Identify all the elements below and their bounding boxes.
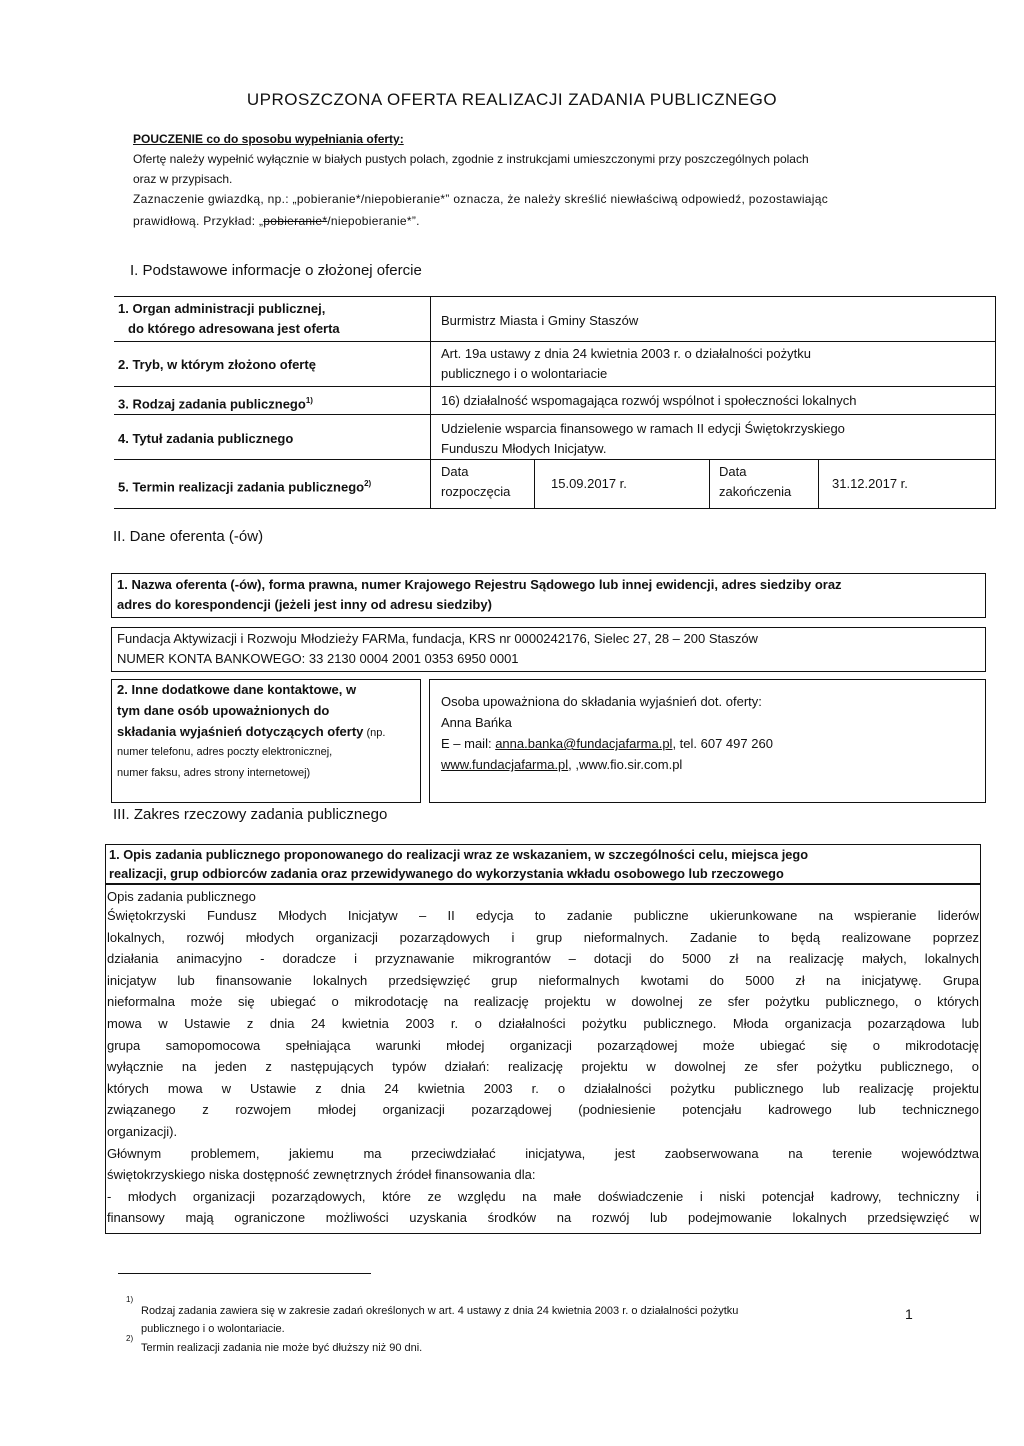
start-date-label: rozpoczęcia bbox=[441, 484, 511, 499]
instructions-heading: POUCZENIE co do sposobu wypełniania oferty: bbox=[133, 132, 404, 146]
description-line: inicjatyw lub finansowanie lokalnych przedsięwzięć grup nieformalnych kwotami do 5000 zł na inicjatywę. Grupa bbox=[107, 972, 979, 988]
contact-question: numer faksu, adres strony internetowej) bbox=[117, 767, 311, 779]
table-border bbox=[818, 459, 819, 508]
scope-question: realizacji, grup odbiorców zadania oraz przewidywanego do wykorzystania wkładu osobowego lub rzeczowego bbox=[109, 866, 784, 881]
section-heading: II. Dane oferenta (-ów) bbox=[113, 528, 264, 545]
task-title-value: Funduszu Młodych Inicjatyw. bbox=[441, 441, 607, 456]
table-border bbox=[995, 296, 996, 508]
end-date-label: zakończenia bbox=[719, 484, 792, 499]
task-type-label: 3. Rodzaj zadania publicznego$^{1)}$ bbox=[118, 396, 313, 412]
description-heading: Opis zadania publicznego bbox=[107, 889, 256, 904]
description-line: - młodych organizacji pozarządowych, które ze względu na małe doświadczenie i niski potencjał kadrowy, techniczny i bbox=[107, 1188, 979, 1204]
mode-label: 2. Tryb, w którym złożono ofertę bbox=[118, 357, 316, 372]
table-border bbox=[114, 341, 996, 342]
description-text bbox=[107, 905, 979, 1229]
task-title-label: 4. Tytuł zadania publicznego bbox=[118, 431, 294, 446]
start-date-value: 15.09.2017 r. bbox=[551, 476, 627, 491]
table-border bbox=[430, 296, 431, 508]
instructions-example: prawidłową. Przykład: „pobieranie*/niepobieranie*”. bbox=[133, 214, 420, 228]
page-number: 1 bbox=[905, 1306, 913, 1322]
offeror-question: 1. Nazwa oferenta (-ów), forma prawna, numer Krajowego Rejestru Sądowego lub innej ewidencji, adres siedziby oraz bbox=[117, 577, 842, 592]
description-line: świętokrzyskiego niska dostępność zewnętrznych źródeł finansowania dla: bbox=[107, 1167, 536, 1183]
description-line: wyłącznie na jeden z następujących typów działań: realizację projektu w dowolnej ze sfer pożytku publicznego, o bbox=[107, 1059, 979, 1075]
footnote-text: publicznego i o wolontariacie. bbox=[141, 1323, 285, 1335]
footnote-mark: 2) bbox=[126, 1334, 134, 1343]
end-date-label: Data bbox=[719, 464, 747, 479]
description-line: których mowa w Ustawie z dnia 24 kwietnia 2003 r. o działalności pożytku publicznego lub realizację projektu bbox=[107, 1080, 979, 1096]
description-line: lokalnych, rozwój młodych organizacji pozarządowych i grup nieformalnych. Zadanie to będą realizowane poprzez bbox=[107, 929, 979, 945]
contact-web-line: www.fundacjafarma.pl, ,www.fio.sir.com.pl bbox=[441, 757, 683, 772]
table-border bbox=[114, 414, 996, 415]
contact-email-line: E – mail: anna.banka@fundacjafarma.pl, tel. 607 497 260 bbox=[441, 736, 773, 751]
mode-value: publicznego i o wolontariacie bbox=[441, 366, 608, 381]
table-border bbox=[534, 459, 535, 508]
table-border bbox=[114, 386, 996, 387]
instructions-line: Zaznaczenie gwiazdką, np.: „pobieranie*/niepobieranie*” oznacza, że należy skreślić niewłaściwą odpowiedź, pozostawiając bbox=[133, 192, 829, 206]
contact-question: tym dane osób upoważnionych do bbox=[117, 703, 330, 718]
table-border bbox=[709, 459, 710, 508]
footnote-separator bbox=[118, 1273, 371, 1274]
website-link[interactable]: www.fundacjafarma.pl bbox=[441, 757, 569, 772]
table-border bbox=[114, 459, 996, 460]
contact-question: 2. Inne dodatkowe dane kontaktowe, w bbox=[117, 682, 357, 697]
contact-question: numer telefonu, adres poczty elektronicznej, bbox=[117, 746, 333, 758]
description-line: finansowy mają ograniczone możliwości uzyskania środków na rozwój lub podejmowanie lokalnych przedsięwzięć w bbox=[107, 1210, 979, 1226]
term-label: 5. Termin realizacji zadania publicznego$^{2)}$ bbox=[118, 479, 372, 495]
end-date-value: 31.12.2017 r. bbox=[832, 476, 908, 491]
footnote-text: Termin realizacji zadania nie może być dłuższy niż 90 dni. bbox=[141, 1342, 423, 1354]
task-title-value: Udzielenie wsparcia finansowego w ramach II edycji Świętokrzyskiego bbox=[441, 421, 845, 436]
task-type-value: 16) działalność wspomagająca rozwój wspólnot i społeczności lokalnych bbox=[441, 393, 857, 408]
contact-answer: Osoba upoważniona do składania wyjaśnień dot. oferty: bbox=[441, 694, 762, 709]
instructions-line: oraz w przypisach. bbox=[133, 172, 233, 186]
organ-label: 1. Organ administracji publicznej, bbox=[118, 301, 326, 316]
contact-question: składania wyjaśnień dotyczących oferty (np. bbox=[117, 724, 386, 739]
offeror-question: adres do korespondencji (jeżeli jest inny od adresu siedziby) bbox=[117, 597, 492, 612]
start-date-label: Data bbox=[441, 464, 469, 479]
description-line: grupa samopomocowa spełniająca warunki młodej organizacji pozarządowej może ubiegać się o mikrodotację bbox=[107, 1037, 979, 1053]
page-title: UPROSZCZONA OFERTA REALIZACJI ZADANIA PUBLICZNEGO bbox=[246, 90, 778, 109]
instructions-line: Ofertę należy wypełnić wyłącznie w białych pustych polach, zgodnie z instrukcjami umieszczonymi przy poszczególnych polach bbox=[133, 152, 809, 166]
description-line: Świętokrzyski Fundusz Młodych Inicjatyw – II edycja to zadanie publiczne ukierunkowane na wspieranie liderów bbox=[107, 908, 979, 923]
table-border bbox=[114, 296, 996, 297]
scope-question: 1. Opis zadania publicznego proponowanego do realizacji wraz ze wskazaniem, w szczególności celu, miejsca jego bbox=[109, 847, 809, 862]
offeror-answer: Fundacja Aktywizacji i Rozwoju Młodzieży FARMa, fundacja, KRS nr 0000242176, Sielec 27, 28 – 200 Staszów bbox=[117, 631, 758, 646]
organ-value: Burmistrz Miasta i Gminy Staszów bbox=[441, 313, 639, 328]
footnote-mark: 1) bbox=[126, 1295, 134, 1304]
description-line: Głównym problemem, jakiemu ma przeciwdziałać inicjatywa, jest zaobserwowana na terenie województwa bbox=[107, 1145, 979, 1161]
description-line: działania animacyjno - doradcze i przyznawanie mikrograntów – dotacji do 5000 zł na realizację małych, lokalnych bbox=[107, 951, 979, 967]
mode-value: Art. 19a ustawy z dnia 24 kwietnia 2003 r. o działalności pożytku bbox=[441, 346, 811, 361]
description-line: nieformalna może się ubiegać o mikrodotację na realizację projektu w dowolnej ze sfer pożytku publicznego, o których bbox=[107, 994, 979, 1010]
email-link[interactable]: anna.banka@fundacjafarma.pl bbox=[495, 736, 673, 751]
description-line: mowa w Ustawie z dnia 24 kwietnia 2003 r. o działalności pożytku publicznego. Młoda organizacja pozarządowa lub bbox=[107, 1015, 979, 1031]
footnote-text: Rodzaj zadania zawiera się w zakresie zadań określonych w art. 4 ustawy z dnia 24 kwietnia 2003 r. o działalności pożytku bbox=[141, 1305, 739, 1317]
description-line: związanego z rozwojem młodej organizacji pozarządowej (podniesienie potencjału kadrowego lub technicznego bbox=[107, 1102, 979, 1118]
description-line: organizacji). bbox=[107, 1123, 178, 1139]
table-border bbox=[114, 508, 996, 509]
contact-person: Anna Bańka bbox=[441, 715, 512, 730]
offeror-answer: NUMER KONTA BANKOWEGO: 33 2130 0004 2001 0353 6950 0001 bbox=[117, 651, 519, 666]
section-heading: I. Podstawowe informacje o złożonej ofercie bbox=[130, 262, 422, 279]
organ-label: do którego adresowana jest oferta bbox=[128, 321, 340, 336]
section-heading: III. Zakres rzeczowy zadania publicznego bbox=[113, 806, 388, 823]
